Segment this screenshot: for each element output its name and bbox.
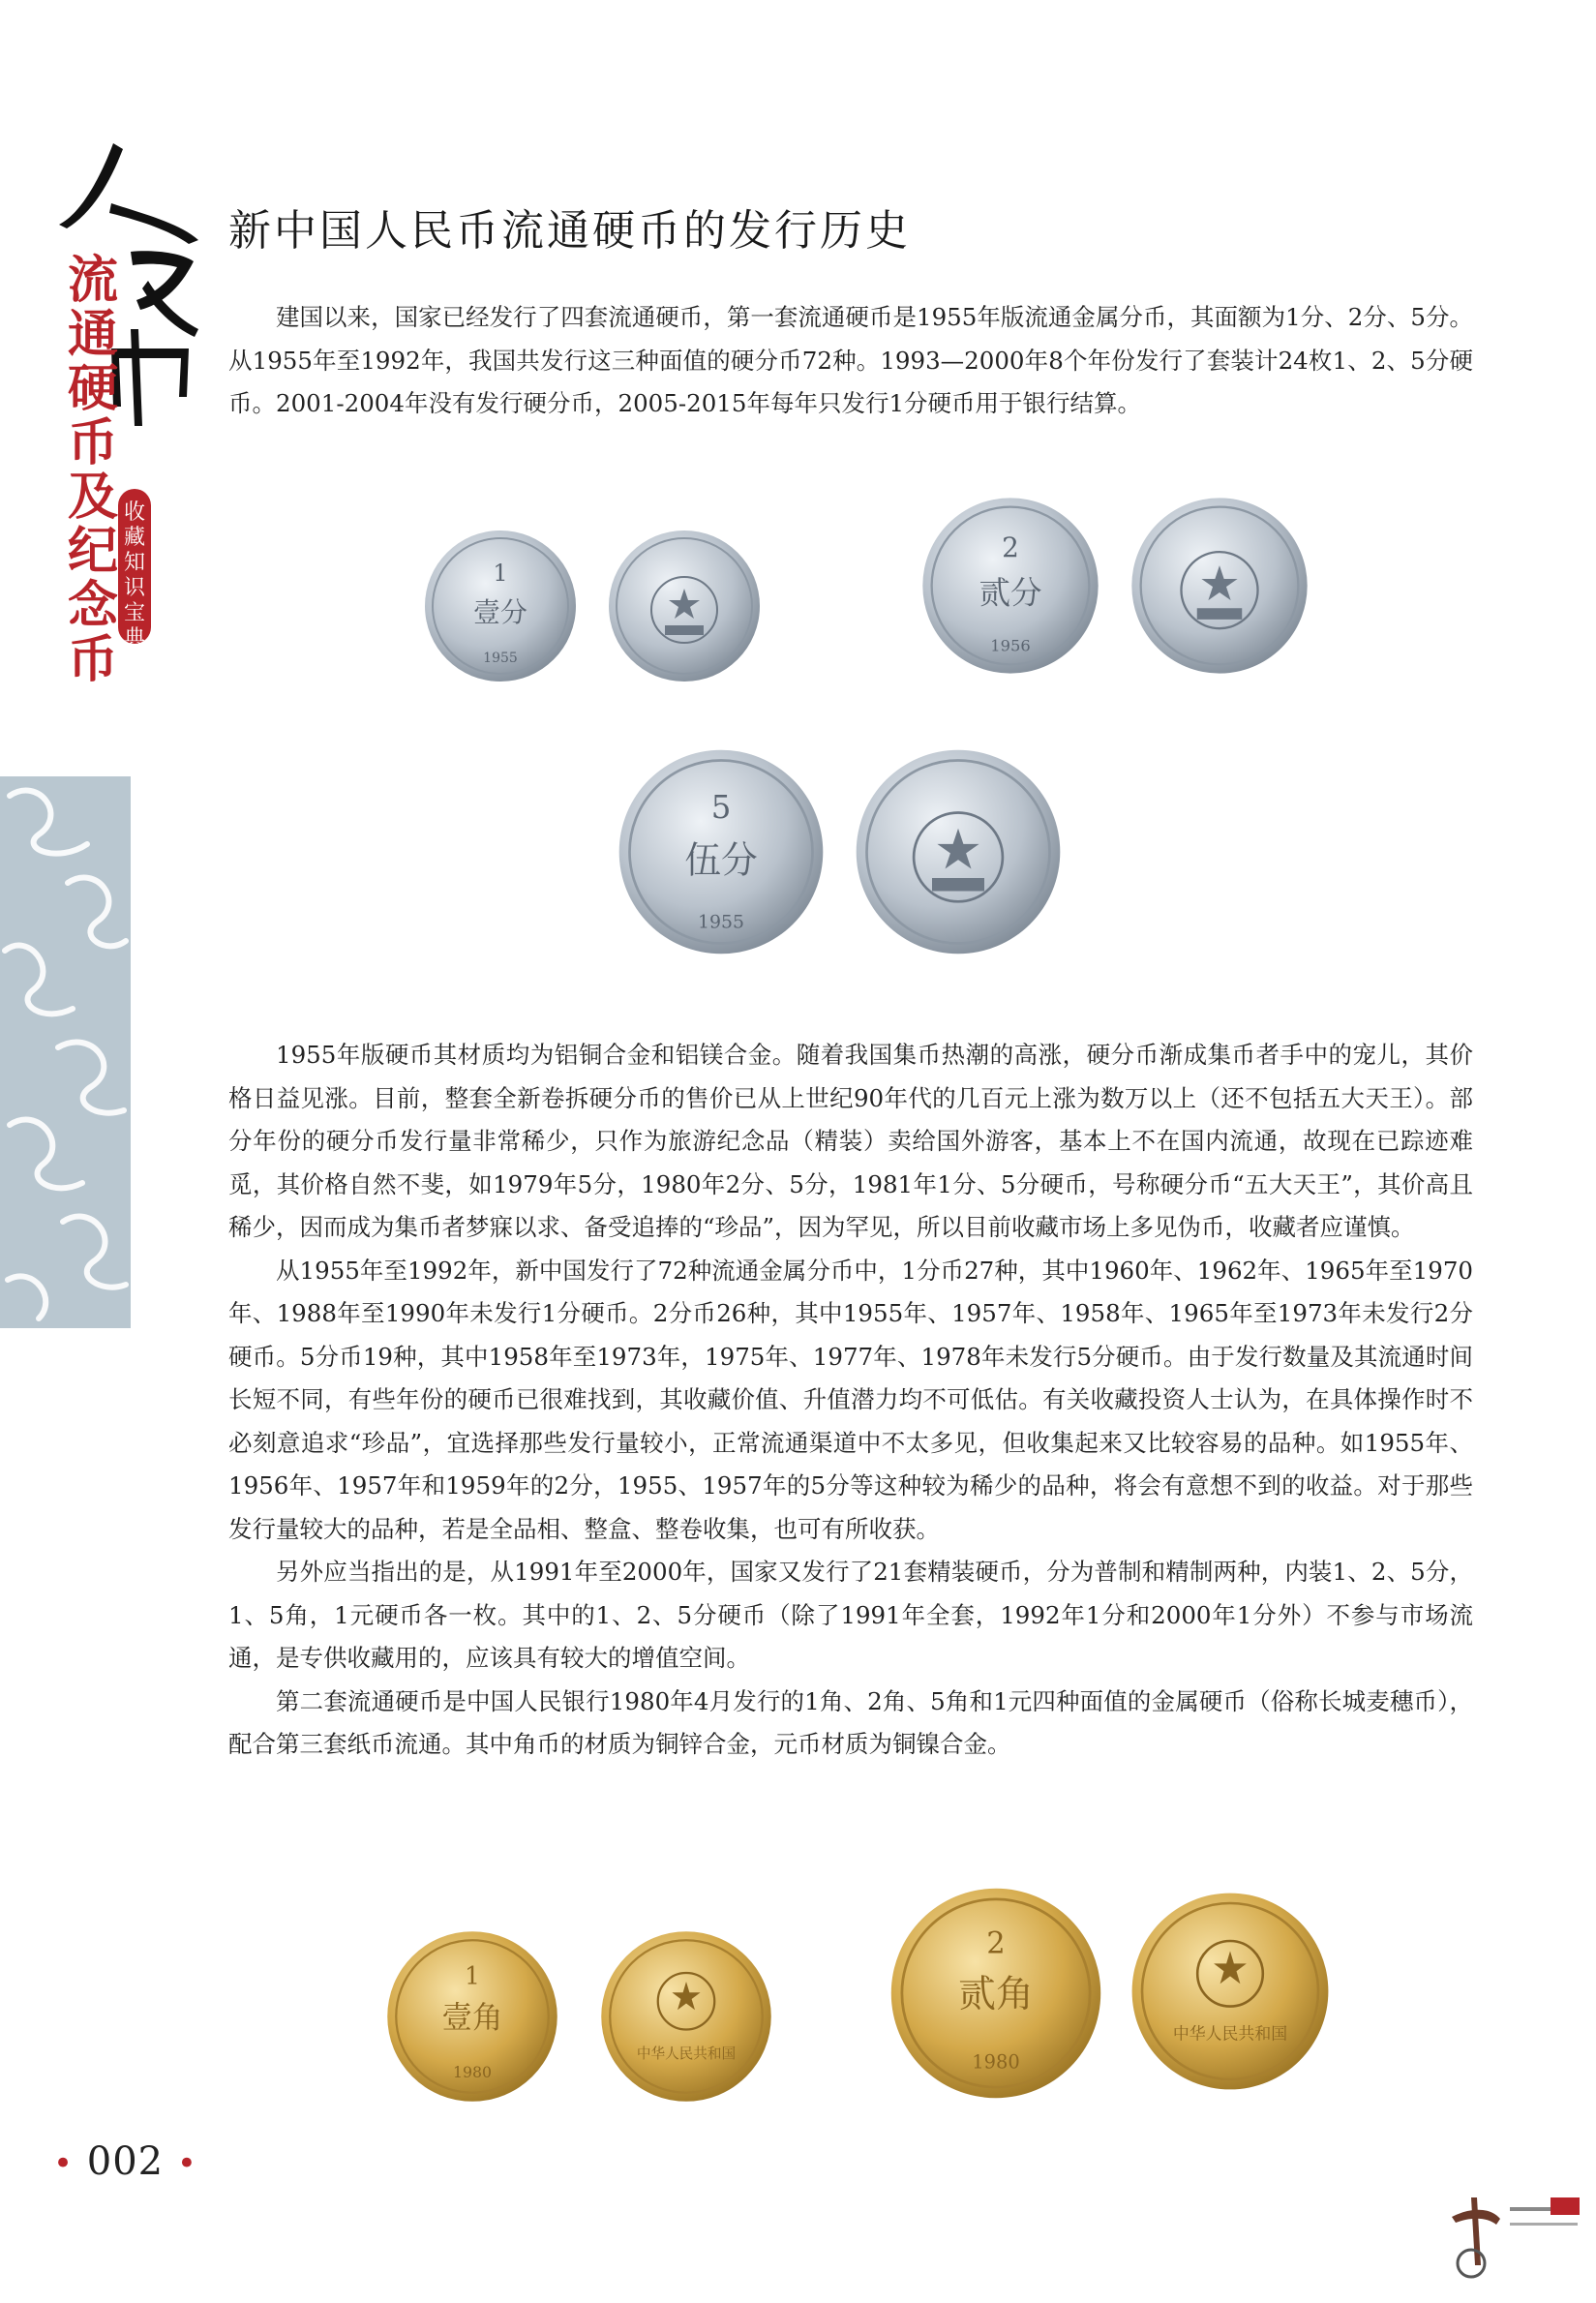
coin-1-jiao-obverse xyxy=(599,1929,773,2104)
body-paragraph: 第二套流通硬币是中国人民银行1980年4月发行的1角、2角、5角和1元四种面值的金属硬币（俗称长城麦穗币），配合第三套纸币流通。其中角币的材质为铜锌合金，元币材质为铜镍合金。 xyxy=(228,1686,1473,1758)
coin-2-fen-obverse xyxy=(1129,496,1310,676)
coin-year: 1955 xyxy=(697,911,745,933)
page-number-dot-right: • xyxy=(176,2144,197,2183)
body-text xyxy=(228,1034,1473,1767)
page-number xyxy=(53,2139,197,2184)
publisher-logo xyxy=(1442,2178,1587,2285)
coin-year: 1956 xyxy=(990,636,1031,655)
decorative-wave-strip xyxy=(0,776,131,1328)
coin-2-jiao-obverse xyxy=(1129,1891,1331,2092)
brand-badge: 收藏知识宝典 xyxy=(118,489,151,644)
page-number-value: 002 xyxy=(86,2139,165,2184)
coin-denomination: 伍分 xyxy=(684,838,758,882)
coin-denomination: 壹角 xyxy=(441,2000,503,2036)
coin-obverse-text: 中华人民共和国 xyxy=(636,2045,737,2062)
coin-2-jiao-reverse xyxy=(888,1886,1103,2101)
body-paragraph: 1955年版硬币其材质均为铝铜合金和铝镁合金。随着我国集币热潮的高涨，硬分币渐成集币者手中的宠儿，其价格日益见涨。目前，整套全新卷拆硬分币的售价已从上世纪90年代的几百元上涨为数万以上（还不包括五大天王）。部分年份的硬分币发行量非常稀少，只作为旅游纪念品（精装）卖给国外游客，基本上不在国内流通，故现在已踪迹难觅，其价格自然不斐，如1979年5分，1980年2分、5分，1981年1分、5分硬币，号称硬分币“五大天王”，其价高且稀少，因而成为集币者梦寐以求、备受追捧的“珍品”，因为罕见，所以目前收藏市场上多见伪币，收藏者应谨慎。 xyxy=(228,1041,1473,1241)
coin-numeral: 2 xyxy=(986,1926,1006,1961)
brand-vertical-title: 流通硬币及纪念币 xyxy=(67,252,118,689)
page-title: 新中国人民币流通硬币的发行历史 xyxy=(228,206,911,256)
intro-paragraph: 建国以来，国家已经发行了四套流通硬币，第一套流通硬币是1955年版流通金属分币，其面额为1分、2分、5分。从1955年至1992年，我国共发行这三种面值的硬分币72种。1993—2000年8个年份发行了套装计24枚1、2、5分硬币。2001-2004年没有发行硬分币，2005-2015年每年只发行1分硬币用于银行结算。 xyxy=(228,303,1473,417)
coin-year: 1980 xyxy=(452,2063,493,2081)
coin-5-fen-obverse xyxy=(854,747,1063,956)
coin-1-fen-reverse xyxy=(423,529,578,683)
body-paragraph: 另外应当指出的是，从1991年至2000年，国家又发行了21套精装硬币，分为普制和精制两种，内装1、2、5分，1、5角，1元硬币各一枚。其中的1、2、5分硬币（除了1991年全套，1992年1分和2000年1分外）不参与市场流通，是专供收藏用的，应该具有较大的增值空间。 xyxy=(228,1558,1473,1672)
coin-numeral: 5 xyxy=(710,788,732,826)
coin-year: 1980 xyxy=(972,2050,1020,2074)
coin-numeral: 1 xyxy=(465,1961,480,1990)
coin-1-fen-obverse xyxy=(607,529,762,683)
coin-year: 1955 xyxy=(483,651,518,666)
coin-obverse-text: 中华人民共和国 xyxy=(1172,2023,1288,2044)
intro-block xyxy=(228,296,1473,426)
page-number-dot-left: • xyxy=(53,2144,75,2183)
coin-denomination: 贰角 xyxy=(958,1972,1034,2016)
coin-numeral: 1 xyxy=(493,560,508,587)
body-paragraph: 从1955年至1992年，新中国发行了72种流通金属分币中，1分币27种，其中1960年、1962年、1965年至1970年、1988年至1990年未发行1分硬币。2分币26种，其中1955年、1957年、1958年、1965年至1973年未发行2分硬币。5分币19种，其中1958年至1973年，1975年、1977年、1978年未发行5分硬币。由于发行数量及其流通时间长短不同，有些年份的硬币已很难找到，其收藏价值、升值潜力均不可低估。有关收藏投资人士认为，在具体操作时不必刻意追求“珍品”，宜选择那些发行量较小，正常流通渠道中不太多见，但收集起来又比较容易的品种。如1955年、1956年、1957年和1959年的2分，1955、1957年的5分等这种较为稀少的品种，将会有意想不到的收益。对于那些发行量较大的品种，若是全品相、整盒、整卷收集，也可有所收获。 xyxy=(228,1256,1473,1543)
coin-5-fen-reverse xyxy=(617,747,826,956)
coin-2-fen-reverse xyxy=(920,496,1100,676)
coin-denomination: 贰分 xyxy=(979,574,1042,612)
coin-denomination: 壹分 xyxy=(472,596,528,628)
coin-1-jiao-reverse xyxy=(385,1929,559,2104)
coin-numeral: 2 xyxy=(1002,530,1019,563)
